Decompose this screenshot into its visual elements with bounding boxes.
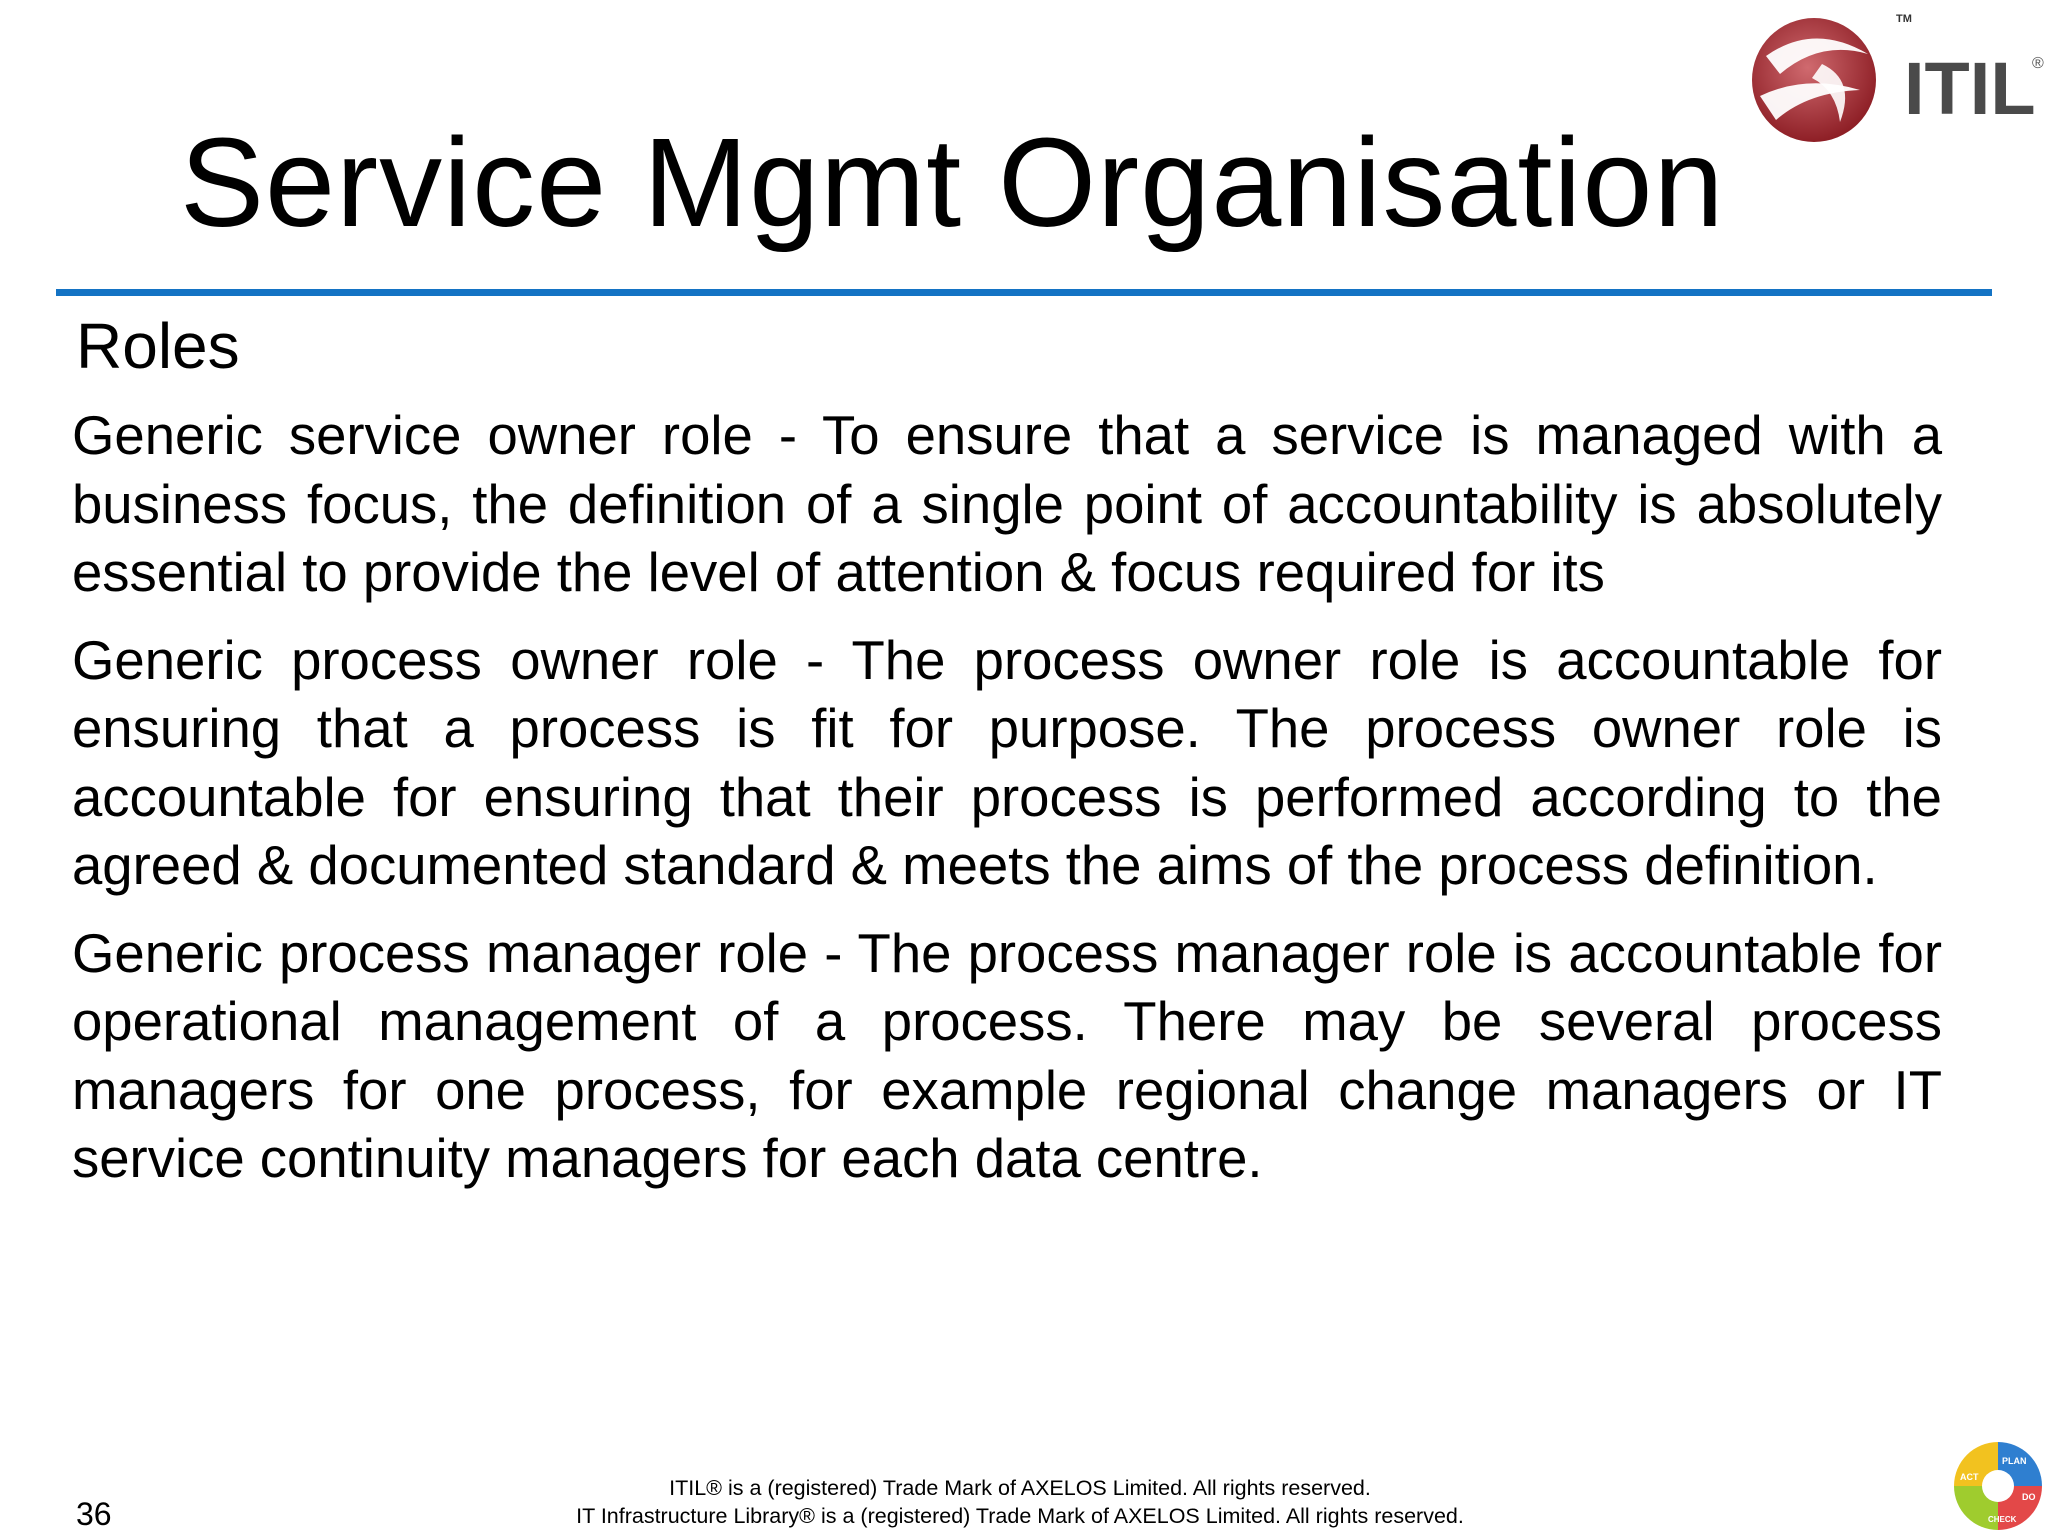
logo-registered: ®: [2032, 55, 2044, 72]
pdca-label-check: CHECK: [1988, 1515, 2017, 1524]
pdca-label-plan: PLAN: [2002, 1456, 2027, 1466]
paragraph-process-manager: Generic process manager role - The process manager role is accountable for operational management of a process. There may be several process managers for one process, for example regional change managers or IT service continuity managers for each data centre.: [72, 922, 1942, 1189]
pdca-label-act: ACT: [1960, 1472, 1979, 1482]
logo-text: ITIL: [1904, 47, 2036, 130]
footer: [500, 1474, 1540, 1530]
pdca-label-do: DO: [2022, 1492, 2036, 1502]
paragraph-service-owner: Generic service owner role - To ensure that a service is managed with a business focus, the definition of a single point of accountability is absolutely essential to provide the level of attention & focus required for its: [72, 405, 1942, 603]
paragraph-process-owner: Generic process owner role - The process owner role is accountable for ensuring that a process is fit for purpose. The process owner role is accountable for ensuring that their process is performed according to the agreed & documented standard & meets the aims of the process definition.: [72, 629, 1942, 896]
section-heading: Roles: [76, 310, 240, 382]
footer-line-2: IT Infrastructure Library® is a (registered) Trade Mark of AXELOS Limited. All rights reserved.: [576, 1504, 1464, 1528]
logo-trademark: TM: [1896, 13, 1912, 25]
footer-line-1: ITIL® is a (registered) Trade Mark of AXELOS Limited. All rights reserved.: [669, 1476, 1371, 1500]
title-divider: [56, 289, 1992, 296]
page-number: 36: [76, 1496, 112, 1532]
slide-title: Service Mgmt Organisation: [180, 112, 1725, 253]
pdca-cycle-icon: [1948, 1436, 2048, 1536]
slide-body: [72, 402, 1942, 1213]
